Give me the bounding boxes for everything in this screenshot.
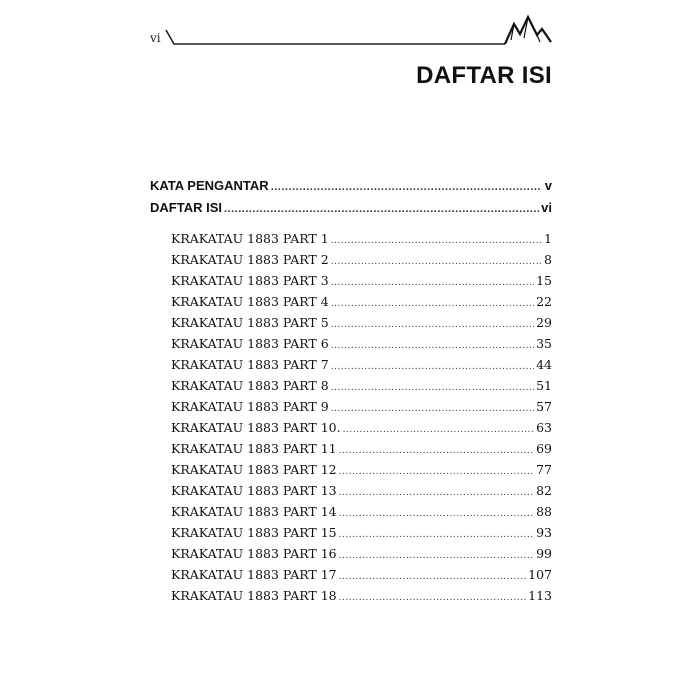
toc-entry-label: KRAKATAU 1883 PART 7 — [171, 357, 329, 372]
toc-leader-dots — [339, 441, 534, 462]
toc-leader-dots — [339, 525, 534, 546]
toc-entry — [150, 564, 552, 585]
toc-entry-label: KRAKATAU 1883 PART 3 — [171, 273, 329, 288]
toc-leader-dots — [331, 399, 534, 420]
toc-leader-dots — [331, 294, 534, 315]
toc-entry-page: 93 — [536, 525, 552, 540]
toc-entry — [150, 333, 552, 354]
toc-entry-label: KRAKATAU 1883 PART 14 — [171, 504, 337, 519]
toc-entry-page: 51 — [536, 378, 552, 393]
toc-leader-dots — [339, 588, 527, 609]
toc-entry-page: 1 — [544, 231, 552, 246]
toc-entry-page: 77 — [536, 462, 552, 477]
toc-entry — [150, 291, 552, 312]
toc-leader-dots — [331, 336, 534, 357]
toc-entry — [150, 375, 552, 396]
toc-main-row — [150, 197, 552, 219]
toc-entry-label: KRAKATAU 1883 PART 9 — [171, 399, 329, 414]
toc-entry — [150, 249, 552, 270]
toc-entry-page: 44 — [536, 357, 552, 372]
header-rule-line — [166, 30, 505, 44]
toc-entry-page: 88 — [536, 504, 552, 519]
toc-entry-page: 107 — [528, 567, 552, 582]
toc-entry-label: KRAKATAU 1883 PART 16 — [171, 546, 337, 561]
toc-entry-label: KRAKATAU 1883 PART 2 — [171, 252, 329, 267]
toc-leader-dots — [339, 567, 527, 588]
toc-entry — [150, 228, 552, 249]
toc-leader-dots — [331, 231, 542, 252]
toc-entry — [150, 438, 552, 459]
header-rule — [0, 0, 700, 60]
toc-entry — [150, 417, 552, 438]
toc-entry-label: KRAKATAU 1883 PART 17 — [171, 567, 337, 582]
toc-entry-page: 69 — [536, 441, 552, 456]
toc-leader-dots — [331, 252, 542, 273]
toc-entry-page: 113 — [528, 588, 552, 603]
toc-entry — [150, 543, 552, 564]
toc-entry — [150, 270, 552, 291]
toc-entry-label: KRAKATAU 1883 PART 18 — [171, 588, 337, 603]
toc-entry-label: KRAKATAU 1883 PART 5 — [171, 315, 329, 330]
toc-leader-dots — [331, 273, 534, 294]
toc-leader-dots — [331, 378, 534, 399]
toc-main-page: vi — [541, 200, 552, 215]
toc-main-page: v — [544, 178, 552, 193]
toc-entry-label: KRAKATAU 1883 PART 11 — [171, 441, 337, 456]
toc-main-label: KATA PENGANTAR — [150, 178, 269, 193]
mountain-icon — [505, 17, 551, 44]
toc-entry-page: 29 — [536, 315, 552, 330]
page-title: DAFTAR ISI — [416, 62, 552, 89]
toc-leader-dots — [224, 198, 539, 220]
page-number: vi — [150, 31, 161, 45]
toc-entry — [150, 312, 552, 333]
toc-entry-label: KRAKATAU 1883 PART 13 — [171, 483, 337, 498]
toc-entry — [150, 354, 552, 375]
toc-entry-page: 99 — [536, 546, 552, 561]
toc-entry-label: KRAKATAU 1883 PART 10. — [171, 420, 341, 435]
toc-entry-label: KRAKATAU 1883 PART 8 — [171, 378, 329, 393]
toc-leader-dots — [339, 462, 534, 483]
toc-leader-dots — [339, 546, 534, 567]
toc-entry-page: 57 — [536, 399, 552, 414]
toc-leader-dots — [343, 420, 534, 441]
table-of-contents — [150, 175, 552, 606]
toc-entry-label: KRAKATAU 1883 PART 6 — [171, 336, 329, 351]
toc-leader-dots — [331, 357, 534, 378]
toc-main-label: DAFTAR ISI — [150, 200, 222, 215]
toc-leader-dots — [331, 315, 534, 336]
toc-entry-page: 35 — [536, 336, 552, 351]
toc-entry-page: 82 — [536, 483, 552, 498]
toc-main-row — [150, 175, 552, 197]
toc-entry-page: 63 — [536, 420, 552, 435]
toc-leader-dots — [271, 176, 542, 198]
toc-entry-page: 22 — [536, 294, 552, 309]
toc-entry-page: 15 — [536, 273, 552, 288]
toc-entry — [150, 501, 552, 522]
toc-entry-label: KRAKATAU 1883 PART 12 — [171, 462, 337, 477]
toc-leader-dots — [339, 504, 534, 525]
toc-entry — [150, 480, 552, 501]
toc-entry-page: 8 — [544, 252, 552, 267]
toc-leader-dots — [339, 483, 534, 504]
toc-entry — [150, 585, 552, 606]
toc-entry-label: KRAKATAU 1883 PART 15 — [171, 525, 337, 540]
toc-entry — [150, 396, 552, 417]
toc-entry — [150, 522, 552, 543]
toc-entry — [150, 459, 552, 480]
toc-entry-label: KRAKATAU 1883 PART 1 — [171, 231, 329, 246]
toc-entry-label: KRAKATAU 1883 PART 4 — [171, 294, 329, 309]
